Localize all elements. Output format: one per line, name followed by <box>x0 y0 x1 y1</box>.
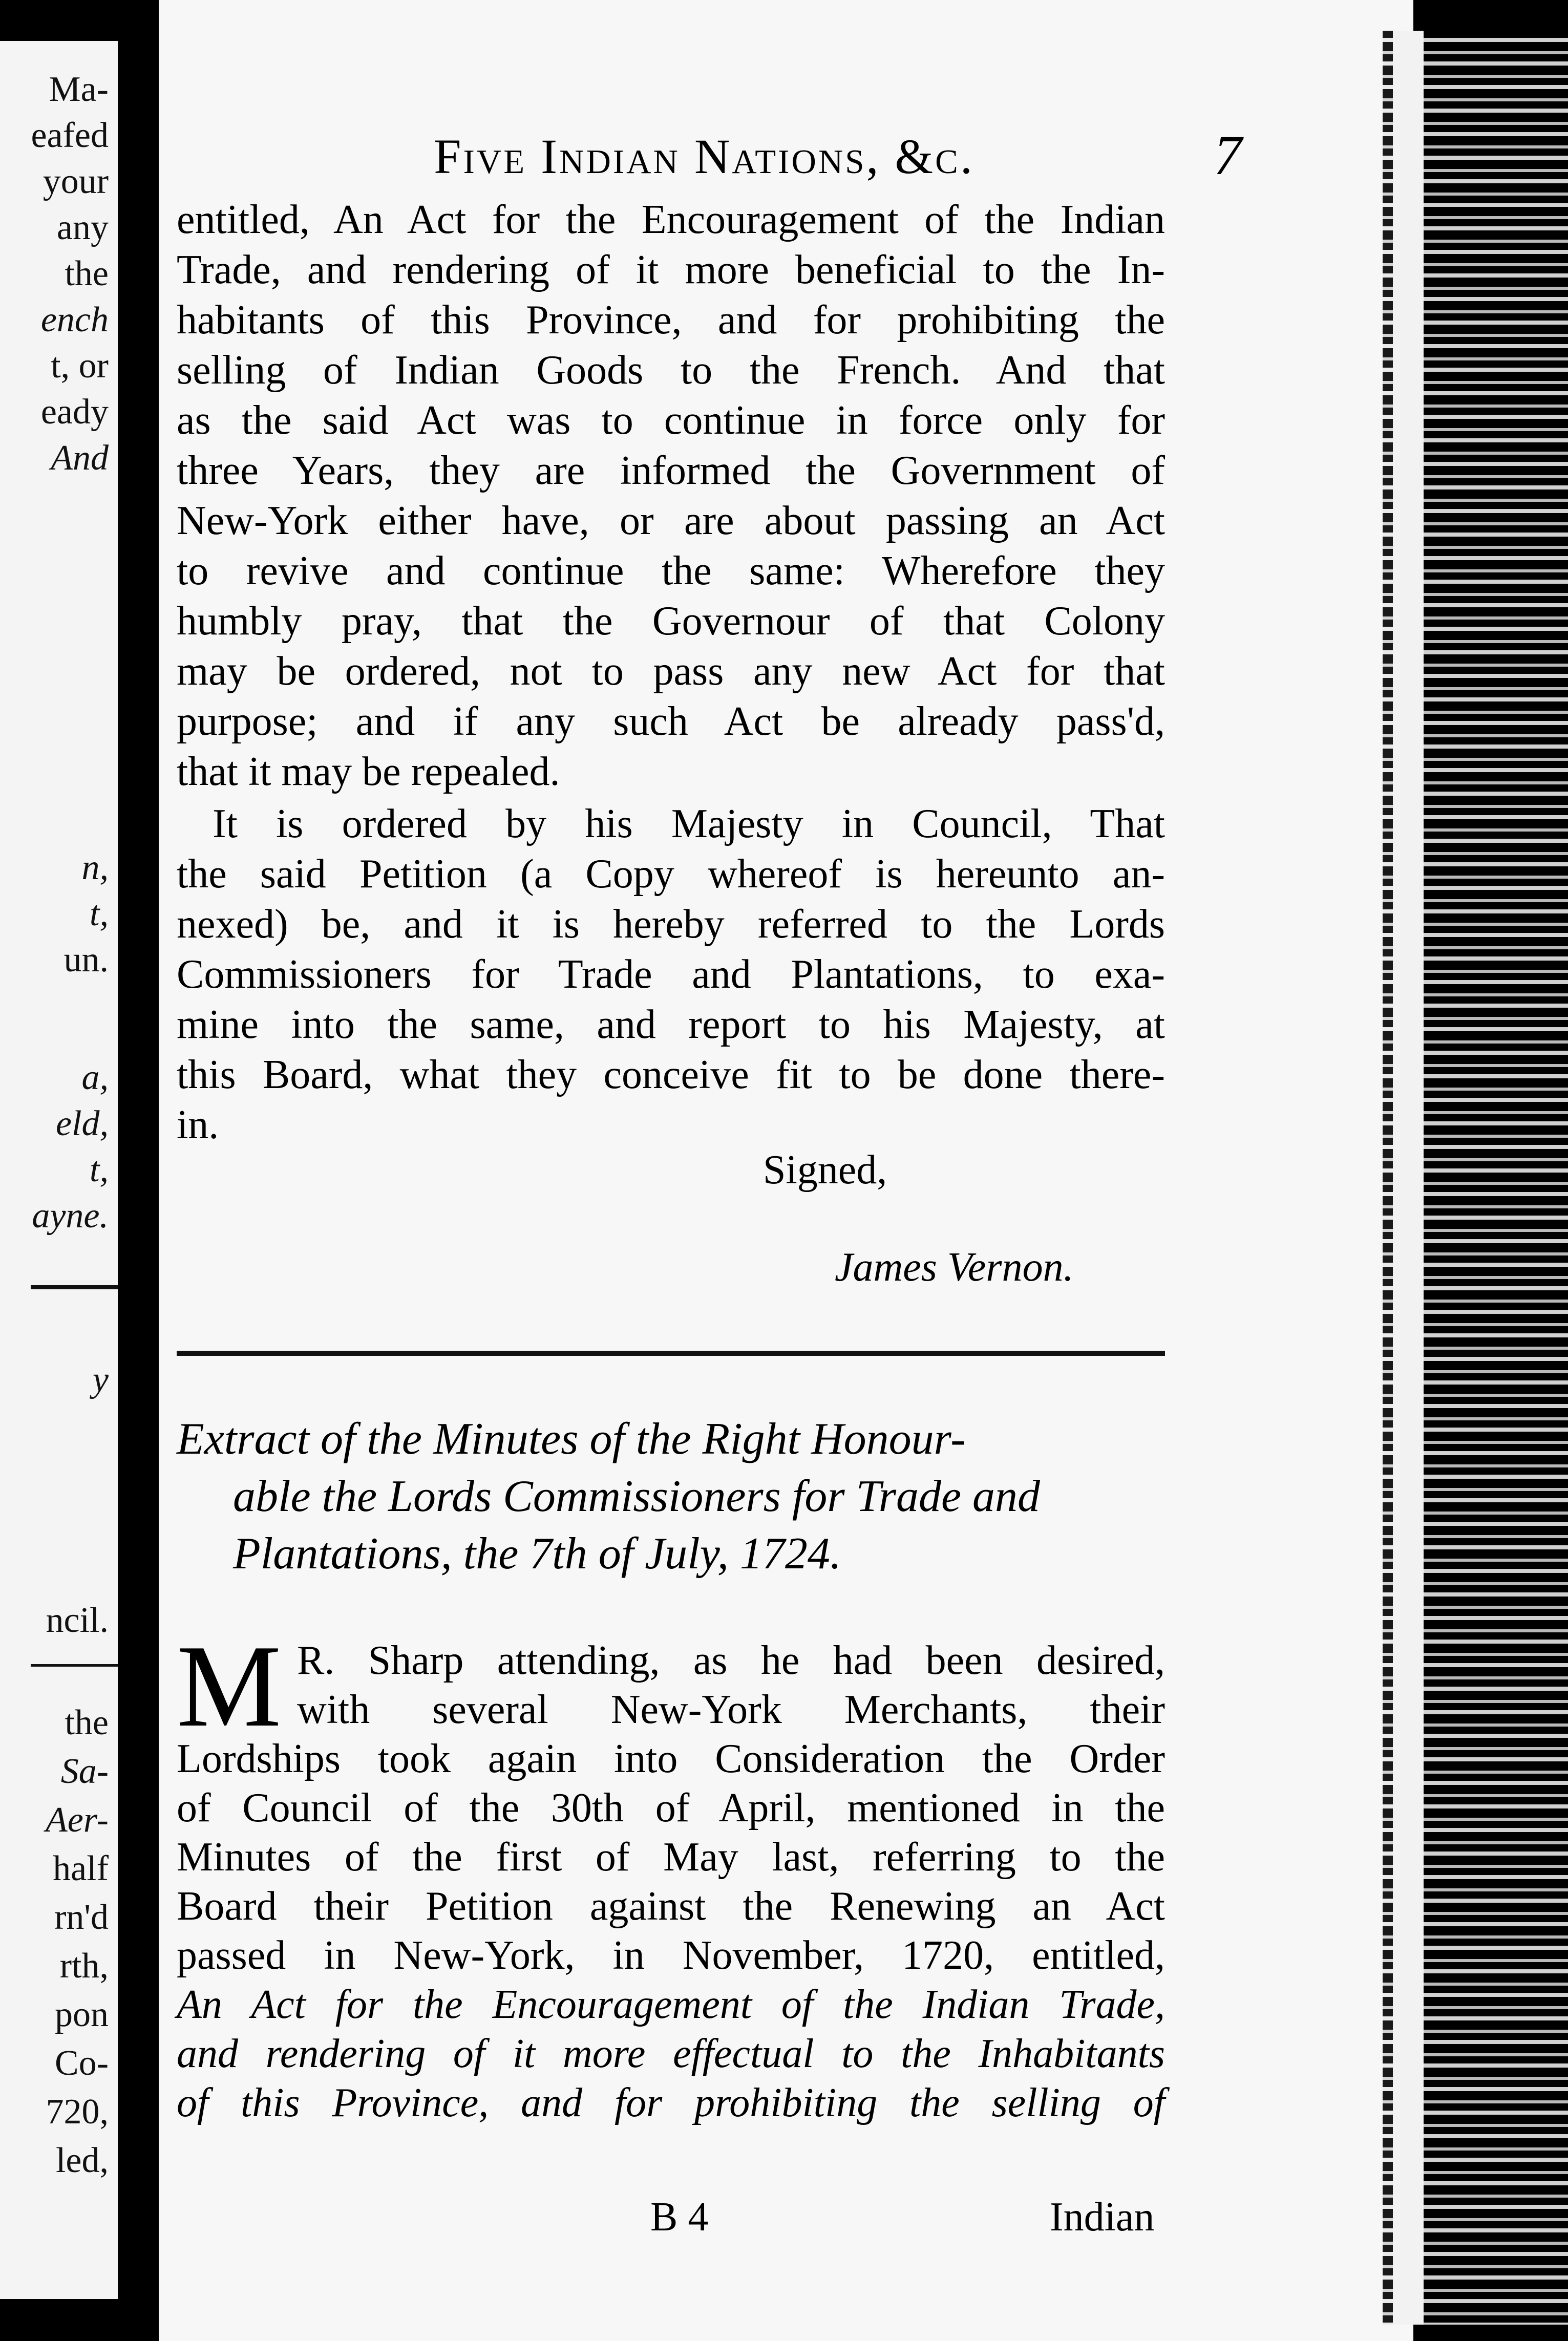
text-line: three Years, they are informed the Government of <box>177 448 1165 493</box>
fragment: any <box>56 208 109 247</box>
text-line: habitants of this Province, and for prohibiting the <box>177 297 1165 343</box>
fragment: led, <box>55 2141 109 2180</box>
section-heading <box>177 1411 1165 1583</box>
fragment-rule <box>31 1664 118 1667</box>
fragment: ench <box>40 300 109 339</box>
text-line: New-York either have, or are about passing an Act <box>177 498 1165 543</box>
text-line: may be ordered, not to pass any new Act for that <box>177 649 1165 694</box>
text-line: Commissioners for Trade and Plantations, to exa- <box>177 952 1165 997</box>
signed-label: Signed, <box>763 1147 887 1193</box>
fragment: rn'd <box>54 1898 109 1937</box>
fragment: t, <box>90 894 109 933</box>
text-line: Lordships took again into Consideration the Order <box>177 1736 1165 1781</box>
fragment: Ma- <box>49 70 109 109</box>
fragment: 720, <box>46 2092 109 2132</box>
signature-mark: B 4 <box>650 2195 709 2240</box>
fragment-rule <box>31 1285 118 1289</box>
fragment: ncil. <box>46 1601 109 1640</box>
fragment: Sa- <box>60 1752 109 1791</box>
fragment: n, <box>81 848 109 887</box>
fragment: eld, <box>55 1104 109 1143</box>
running-head: Five Indian Nations, &c. <box>434 129 974 184</box>
fragment: the <box>65 1703 109 1742</box>
text-line: Board their Petition against the Renewing an Act <box>177 1884 1165 1929</box>
text-line: that it may be repealed. <box>177 749 560 794</box>
heading-line: Plantations, the 7th of July, 1724. <box>233 1529 841 1579</box>
heading-line: Extract of the Minutes of the Right Honour- <box>177 1414 966 1464</box>
fragment: ayne. <box>32 1196 109 1236</box>
fragment: half <box>53 1849 109 1888</box>
fragment: t, <box>90 1150 109 1189</box>
fragment: un. <box>63 940 109 980</box>
fragment: And <box>51 438 109 478</box>
fragment: the <box>65 254 109 293</box>
facing-page-strip <box>0 41 118 2299</box>
text-line: as the said Act was to continue in force only for <box>177 398 1165 443</box>
text-line: this Board, what they conceive fit to be done there- <box>177 1052 1165 1097</box>
text-line: entitled, An Act for the Encouragement of the Indian <box>177 197 1165 242</box>
section-divider <box>177 1351 1165 1356</box>
page-number: 7 <box>1214 124 1242 186</box>
fragment: Co- <box>55 2044 109 2083</box>
fragment: eafed <box>31 116 109 155</box>
text-line: to revive and continue the same: Wherefore they <box>177 548 1165 593</box>
catchword: Indian <box>1050 2195 1155 2240</box>
text-line: of Council of the 30th of April, mentioned in the <box>177 1785 1165 1831</box>
fragment: t, or <box>51 346 109 386</box>
text-line: selling of Indian Goods to the French. And that <box>177 348 1165 393</box>
signer-name: James Vernon. <box>835 1245 1074 1290</box>
text-line: purpose; and if any such Act be already pass'd, <box>177 699 1165 744</box>
text-line: passed in New-York, in November, 1720, entitled, <box>177 1933 1165 1978</box>
text-line: of this Province, and for prohibiting the selling of <box>177 2080 1165 2125</box>
text-line: with several New-York Merchants, their <box>297 1687 1165 1732</box>
text-line: the said Petition (a Copy whereof is hereunto an- <box>177 852 1165 897</box>
text-line: An Act for the Encouragement of the Indian Trade, <box>177 1982 1165 2027</box>
fragment: eady <box>40 392 109 432</box>
fragment: pon <box>55 1995 109 2034</box>
fragment: your <box>43 162 109 201</box>
paragraph-order <box>177 799 1165 1150</box>
fragment: y <box>92 1360 109 1399</box>
text-line: Minutes of the first of May last, referring to the <box>177 1835 1165 1880</box>
page-edge-margin <box>1393 31 1424 2325</box>
text-line: and rendering of it more effectual to the Inhabitants <box>177 2031 1165 2076</box>
drop-cap: M <box>177 1621 282 1751</box>
text-line: humbly pray, that the Governour of that Colony <box>177 599 1165 644</box>
fragment: a, <box>81 1058 109 1097</box>
fragment: rth, <box>59 1946 109 1986</box>
paragraph-petition <box>177 195 1165 797</box>
fragment: Aer- <box>46 1800 109 1840</box>
heading-line: able the Lords Commissioners for Trade and <box>233 1472 1041 1521</box>
text-line: in. <box>177 1102 219 1147</box>
text-line: mine into the same, and report to his Majesty, at <box>177 1002 1165 1047</box>
text-line: It is ordered by his Majesty in Council, That <box>213 801 1165 846</box>
text-line: R. Sharp attending, as he had been desired, <box>297 1638 1165 1683</box>
text-line: nexed) be, and it is hereby referred to the Lords <box>177 902 1165 947</box>
text-line: Trade, and rendering of it more beneficial to the In- <box>177 247 1165 292</box>
paragraph-minutes <box>177 1636 1165 2127</box>
